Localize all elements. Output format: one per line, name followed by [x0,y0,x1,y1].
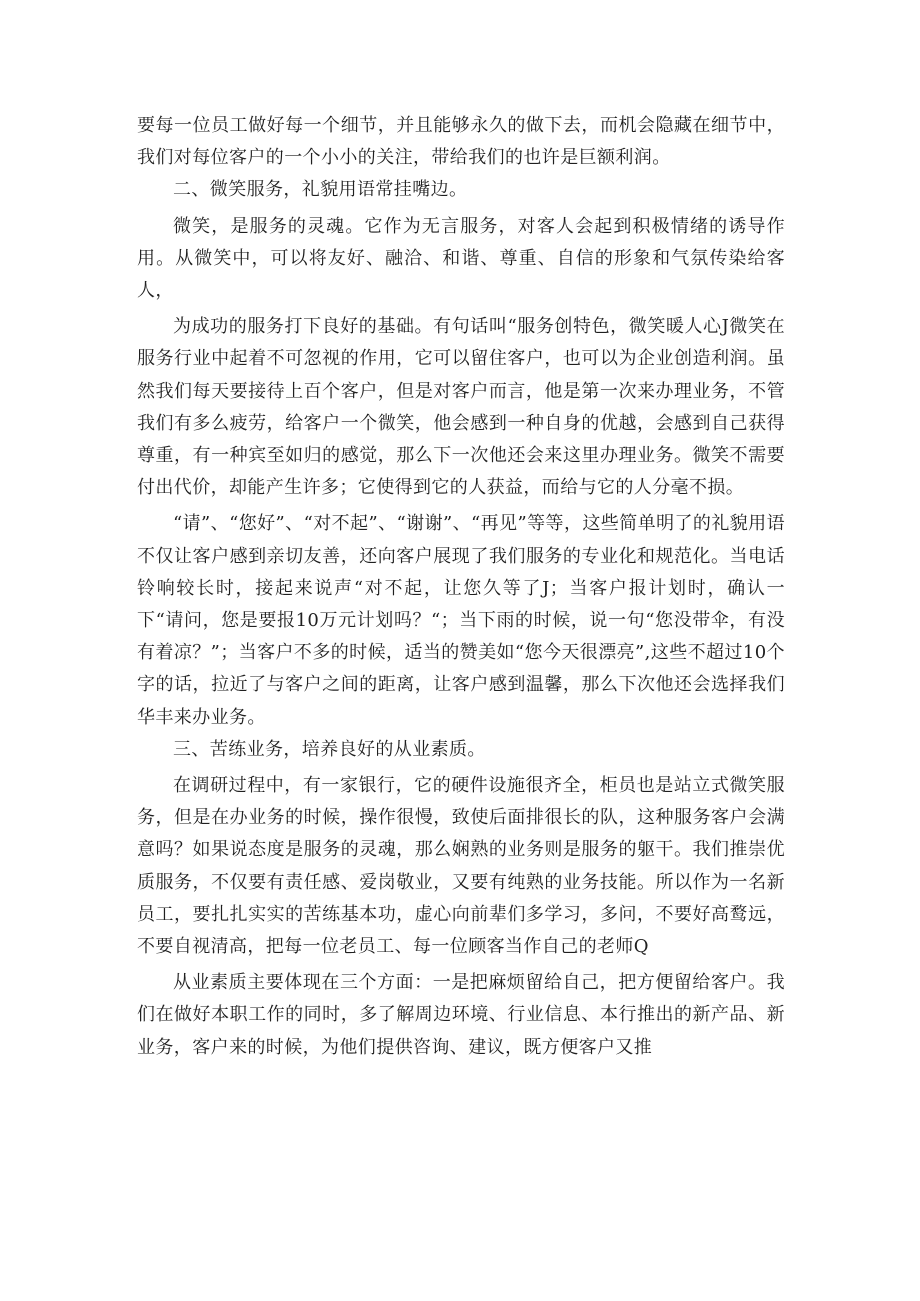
document-body [137,110,785,1064]
paragraph-polite-phrases: “请”、“您好”、“对不起”、“谢谢”、“再见”等等，这些简单明了的礼貌用语不仅让客户感到亲切友善，还向客户展现了我们服务的专业化和规范化。当电话铃响较长时，接起来说声“对不起，让您久等了J；当客户报计划时，确认一下“请问，您是要报10万元计划吗？“；当下雨的时候，说一句“您没带伞，有没有着凉？”；当客户不多的时候，适当的赞美如“您今天很漂亮”,这些不超过10个字的话，拉近了与客户之间的距离，让客户感到温馨，那么下次他还会选择我们华丰来办业务。 [137,513,785,728]
paragraph-smile-value: 为成功的服务打下良好的基础。有句话叫“服务创特色，微笑暖人心J微笑在服务行业中起着不可忽视的作用，它可以留住客户，也可以为企业创造利润。虽然我们每天要接待上百个客户，但是对客户而言，他是第一次来办理业务，不管我们有多么疲劳，给客户一个微笑，他会感到一种自身的优越，会感到自己获得尊重，有一种宾至如归的感觉，那么下一次他还会来这里办理业务。微笑不需要付出代价，却能产生许多；它使得到它的人获益，而给与它的人分毫不损。 [137,316,785,499]
section-heading-3: 三、苦练业务，培养良好的从业素质。 [173,738,486,760]
paragraph-professional-quality: 从业素质主要体现在三个方面：一是把麻烦留给自己，把方便留给客户。我们在做好本职工作的同时，多了解周边环境、行业信息、本行推出的新产品、新业务，客户来的时候，为他们提供咨询、建议，既方便客户又推 [137,972,785,1058]
paragraph-smile-intro: 微笑，是服务的灵魂。它作为无言服务，对客人会起到积极情绪的诱导作用。从微笑中，可以将友好、融洽、和谐、尊重、自信的形象和气氛传染给客人， [137,215,785,302]
paragraph-practice-skills: 在调研过程中，有一家银行，它的硬件设施很齐全，柜员也是站立式微笑服务，但是在办业务的时候，操作很慢，致使后面排很长的队，这种服务客户会满意吗？如果说态度是服务的灵魂，那么娴熟的业务则是服务的躯干。我们推崇优质服务，不仅要有责任感、爱岗敬业，又要有纯熟的业务技能。所以作为一名新员工，要扎扎实实的苦练基本功，虚心向前辈们多学习，多问，不要好高鹜远，不要自视清高，把每一位老员工、每一位顾客当作自己的老师Q [137,775,785,958]
section-heading-2: 二、微笑服务，礼貌用语常挂嘴边。 [173,179,468,201]
paragraph-continuation: 要每一位员工做好每一个细节，并且能够永久的做下去，而机会隐藏在细节中，我们对每位客户的一个小小的关注，带给我们的也许是巨额利润。 [137,115,785,169]
